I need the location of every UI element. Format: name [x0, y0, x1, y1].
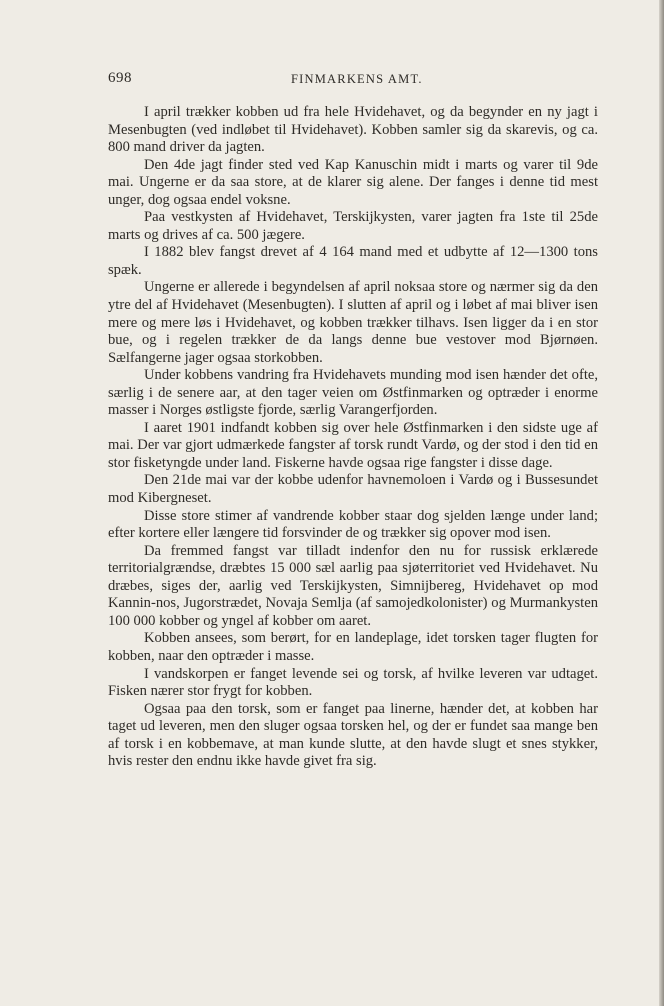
page-number: 698	[108, 70, 132, 86]
page-edge-shadow	[659, 0, 664, 1006]
body-text	[108, 104, 598, 771]
paragraph: Den 21de mai var der kobbe udenfor havnemoloen i Vardø og i Bussesundet mod Kibergneset.	[108, 472, 598, 507]
paragraph: Disse store stimer af vandrende kobber staar dog sjelden længe under land; efter kortere eller længere tid forsvinder de og trækker sig opover mod isen.	[108, 507, 598, 542]
paragraph: I aaret 1901 indfandt kobben sig over hele Østfinmarken i den sidste uge af mai. Der var gjort udmærkede fangster af torsk rundt Vardø, og der stod i den tid en stor fisketyngde under land. Fiskerne havde ogsaa rige fangster i disse dage.	[108, 419, 598, 471]
paragraph: Paa vestkysten af Hvidehavet, Terskijkysten, varer jagten fra 1ste til 25de marts og drives af ca. 500 jægere.	[108, 209, 598, 243]
paragraph: Ogsaa paa den torsk, som er fanget paa linerne, hænder det, at kobben har taget ud leveren, men den sluger ogsaa torsken hel, og der er fundet saa mange ben af torsk i en kobbemave, at man kunde slutte, at den havde slugt et snes stykker, hvis rester den endnu ikke havde givet fra sig.	[108, 700, 598, 770]
paragraph: Ungerne er allerede i begyndelsen af april noksaa store og nærmer sig da den ytre del af Hvidehavet (Mesenbugten). I slutten af april og i løbet af mai bliver isen mere og mere løs i Hvidehavet, og kobben trækker tilhavs. Isen ligger da i en stor bue, og i regelen trækker de da langs denne bue vestover mod Bjørnøen. Sælfangerne jager ogsaa storkobben.	[108, 279, 598, 366]
paragraph: Under kobbens vandring fra Hvidehavets munding mod isen hænder det ofte, særlig i de senere aar, at den tager veien om Østfinmarken og optræder i enorme masser i Norges østligste fjorde, særlig Varangerfjorden.	[108, 367, 598, 419]
page-header	[108, 70, 598, 88]
paragraph: Da fremmed fangst var tilladt indenfor den nu for russisk erklærede territorialgrændse, dræbtes 15 000 sæl aarlig paa sjøterritoriet ved Hvidehavet. Nu dræbes, siges der, aarlig ved Terskijkysten, Simnijbereg, Hvidehavet op mod Kannin-nos, Jugorstrædet, Novaja Semlja (af samojedkolonister) og Murmankysten 100 000 kobber og yngel af kobber om aaret.	[108, 542, 598, 629]
paragraph: Kobben ansees, som berørt, for en landeplage, idet torsken tager flugten for kobben, naar den optræder i masse.	[108, 630, 598, 664]
paragraph: Den 4de jagt finder sted ved Kap Kanuschin midt i marts og varer til 9de mai. Ungerne er da saa store, at de klarer sig alene. Der fanges i denne tid mest unger, dog ogsaa endel voksne.	[108, 156, 598, 208]
paragraph: I vandskorpen er fanget levende sei og torsk, af hvilke leveren var udtaget. Fisken nærer stor frygt for kobben.	[108, 665, 598, 700]
paragraph: I april trækker kobben ud fra hele Hvidehavet, og da begynder en ny jagt i Mesenbugten (ved indløbet til Hvidehavet). Kobben samler sig da skarevis, og ca. 800 mand driver da jagten.	[108, 104, 598, 156]
running-title: FINMARKENS AMT.	[291, 72, 423, 86]
paragraph: I 1882 blev fangst drevet af 4 164 mand med et udbytte af 12—1300 tons spæk.	[108, 244, 598, 278]
